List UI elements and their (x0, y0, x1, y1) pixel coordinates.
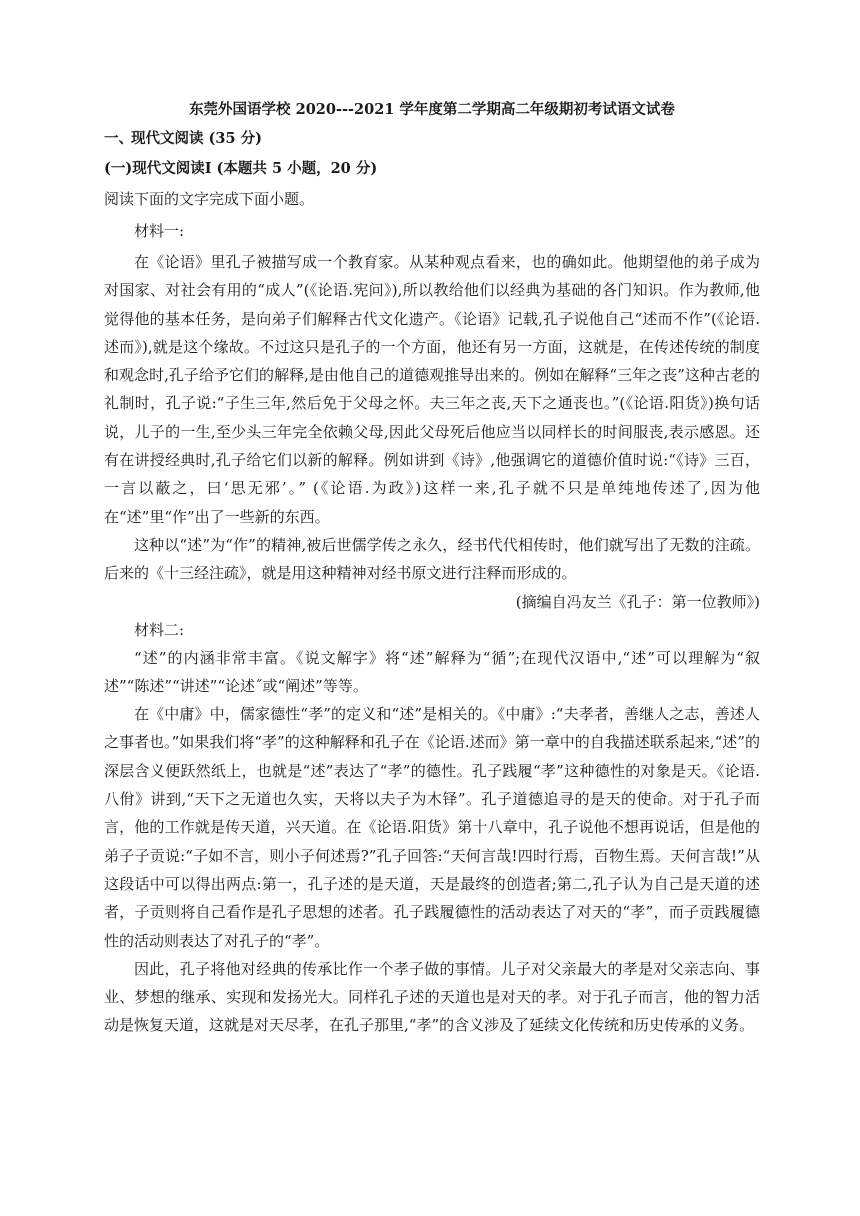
material-two-paragraph: 因此，孔子将他对经典的传承比作一个孝子做的事情。儿子对父亲最大的孝是对父亲志向、事业、梦想的继承、实现和发扬光大。同样孔子述的天道也是对天的孝。对于孔子而言，他的智力活动是恢复天道，这就是对天尽孝，在孔子那里,“孝”的含义涉及了延续文化传统和历史传承的义务。 (104, 959, 760, 1035)
material-one-paragraph: 在《论语》里孔子被描写成一个教育家。从某种观点看来，也的确如此。他期望他的弟子成为对国家、对社会有用的“成人”(《论语.宪问》),所以教给他们以经典为基础的各门知识。作为教师,他觉得他的基本任务，是向弟子们解释古代文化遗产。《论语》记载,孔子说他自己“述而不作”(《论语.述而》),就是这个缘故。不过这只是孔子的一个方面，他还有另一方面，这就是，在传述传统的制度和观念时,孔子给予它们的解释,是由他自己的道德观推导出来的。例如在解释“三年之丧”这种古老的礼制时，孔子说:“子生三年,然后免于父母之怀。夫三年之丧,天下之通丧也。”(《论语.阳货》)换句话说，儿子的一生,至少头三年完全依赖父母,因此父母死后他应当以同样长的时间服丧,表示感恩。还有在讲授经典时,孔子给它们以新的解释。例如讲到《诗》,他强调它的道德价值时说:“《诗》三百，一言以蔽之，曰‘思无邪’。” (《论语.为政》)这样一来,孔子就不只是单纯地传述了,因为他在“述”里“作”出了一些新的东西。 (104, 253, 760, 526)
section-title: 现代文阅读 (35 分) (131, 130, 262, 147)
material-one-label: 材料一: (134, 222, 185, 240)
exam-page (104, 100, 760, 1040)
subsection-heading: (一)现代文阅读Ⅰ (本题共 5 小题，20 分) (104, 160, 378, 177)
material-two-label: 材料二: (134, 620, 185, 639)
reading-instruction: 阅读下面的文字完成下面小题。 (104, 190, 315, 208)
material-two-paragraph: “述”的内涵非常丰富。《说文解字》将“述”解释为“循”;在现代汉语中,“述”可以理解为“叙述”“陈述”“讲述”“论述˝或“阐述”等等。 (104, 648, 760, 695)
section-heading (104, 129, 760, 149)
material-two-paragraph: 在《中庸》中，儒家德性“孝”的定义和“述”是相关的。《中庸》:“夫孝者，善继人之志，善述人之事者也。”如果我们将“孝”的这种解释和孔子在《论语.述而》第一章中的自我描述联系起来,“述”的深层含义便跃然纸上，也就是“述”表达了“孝”的德性。孔子践履“孝”这种德性的对象是天。《论语.八佾》讲到,“天下之无道也久实，天将以夫子为木铎”。孔子道德追寻的是天的使命。对于孔子而言，他的工作就是传天道，兴天道。在《论语.阳货》第十八章中，孔子说他不想再说话，但是他的弟子子贡说:“子如不言，则小子何述焉?”孔子回答:“天何言哉!四时行焉，百物生焉。天何言哉!”从这段话中可以得出两点:第一，孔子述的是天道，天是最终的创造者;第二,孔子认为自己是天道的述者，子贡则将自己看作是孔子思想的述者。孔子践履德性的活动表达了对天的“孝”，而子贡践履德性的活动则表达了对孔子的“孝”。 (104, 705, 760, 950)
material-one-paragraph: 这种以“述”为“作”的精神,被后世儒学传之永久，经书代代相传时，他们就写出了无数的注疏。后来的《十三经注疏》，就是用这种精神对经书原文进行注释而形成的。 (104, 535, 760, 583)
exam-title: 东莞外国语学校 2020---2021 学年度第二学期高二年级期初考试语文试卷 (189, 101, 675, 118)
material-one-source: (摘编自冯友兰《孔子：第一位教师》) (515, 592, 760, 611)
section-number: 一、 (104, 130, 133, 147)
